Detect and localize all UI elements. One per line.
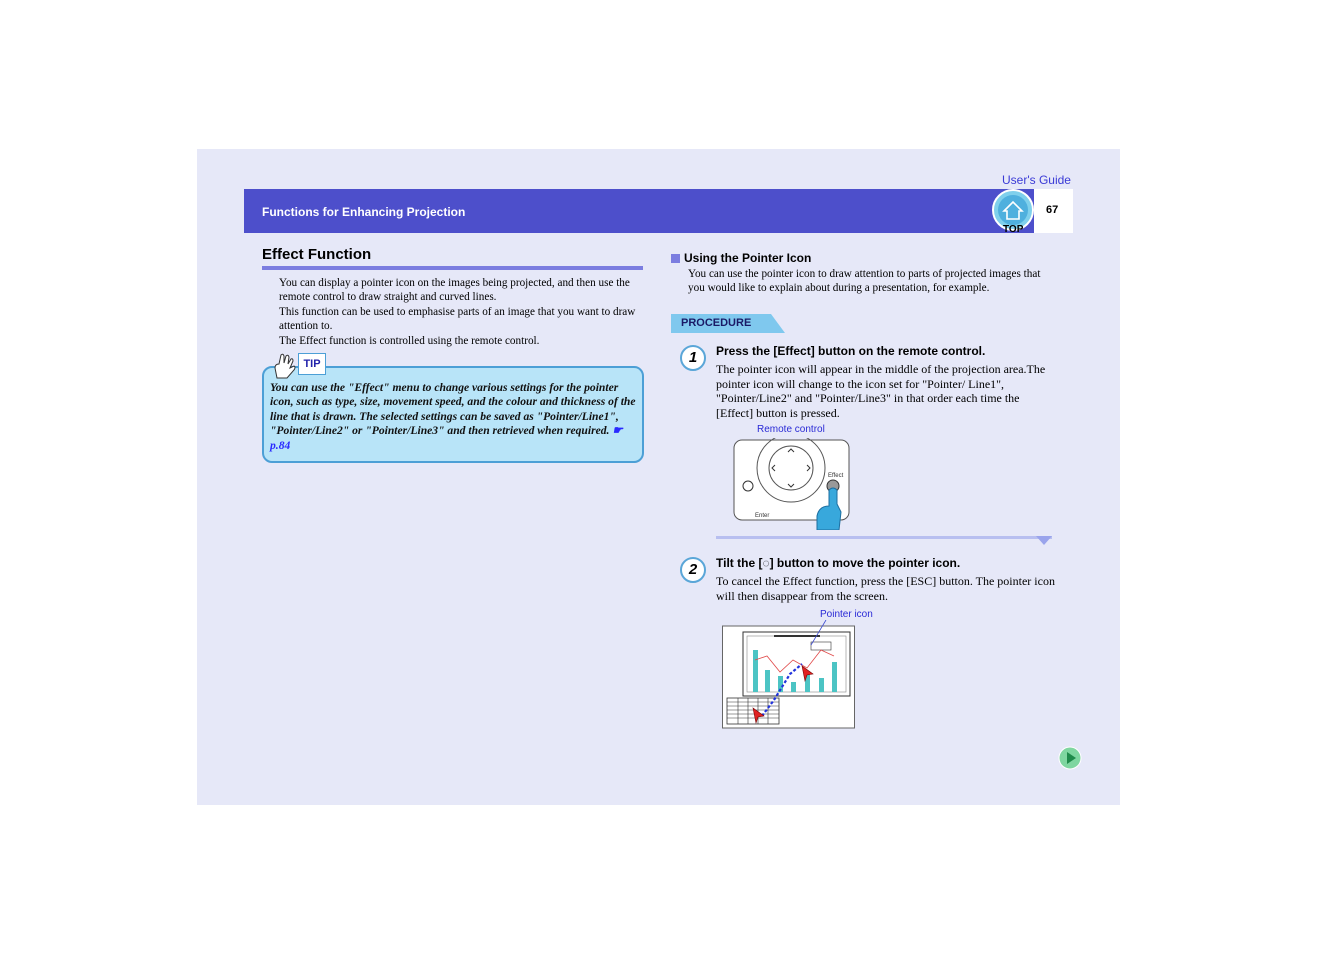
- pointing-hand-icon: [272, 352, 298, 380]
- remote-control-illustration: [733, 438, 853, 530]
- step-text: The pointer icon will appear in the middle of the projection area.The pointer icon will change to the icon set for "Pointer/ Line1", "Pointer/Line2" and "Pointer/Line3" in that order each time the [Effect] button is pressed.: [716, 362, 1046, 420]
- enter-label: Enter: [755, 513, 770, 519]
- step-title: Tilt the [◌] button to move the pointer icon.: [716, 556, 961, 570]
- step-text: To cancel the Effect function, press the [ESC] button. The pointer icon will then disappear from the screen.: [716, 574, 1055, 603]
- next-page-button[interactable]: [1058, 746, 1082, 770]
- intro-paragraph: You can display a pointer icon on the images being projected, and then use the remote control to draw straight and curved lines.: [279, 277, 630, 304]
- tip-label: TIP: [298, 353, 326, 375]
- section-title-rule: [262, 266, 643, 270]
- procedure-label: PROCEDURE: [681, 317, 752, 329]
- step-title: Press the [Effect] button on the remote control.: [716, 344, 986, 358]
- step-number: 2: [680, 557, 706, 583]
- tip-body: You can use the "Effect" menu to change various settings for the pointer icon, such as type, size, movement speed, and the colour and thickness of the line that is drawn. The selected settings can be saved as "Pointer/Line1", "Pointer/Line2" or "Pointer/Line3" and then retrieved when required.: [270, 381, 636, 438]
- tip-text: [270, 381, 638, 453]
- subheading-text: You can use the pointer icon to draw attention to parts of projected images that you would like to explain about during a presentation, for example.: [688, 268, 1041, 295]
- top-label: TOP: [1003, 224, 1024, 235]
- intro-text: [279, 276, 647, 348]
- pointer-icon-illustration: [722, 620, 856, 730]
- chart-bar: [765, 670, 770, 692]
- page-number: 67: [1046, 204, 1059, 216]
- users-guide-link[interactable]: User's Guide: [1002, 173, 1071, 187]
- chart-bar: [819, 678, 824, 692]
- chart-bar: [832, 662, 837, 692]
- page-reference-icon[interactable]: ☛: [612, 424, 623, 438]
- step-divider: [716, 536, 1052, 546]
- chart-bar: [791, 682, 796, 692]
- step-number: 1: [680, 345, 706, 371]
- chart-bar: [753, 650, 758, 692]
- subheading-bullet: [671, 254, 680, 263]
- subheading: Using the Pointer Icon: [684, 251, 812, 265]
- figure-caption: Remote control: [757, 424, 825, 435]
- effect-label: Effect: [828, 473, 844, 479]
- section-title: Effect Function: [262, 246, 372, 263]
- page-reference-link[interactable]: p.84: [270, 438, 291, 452]
- figure-caption: Pointer icon: [820, 609, 873, 620]
- header-section-label: Functions for Enhancing Projection: [262, 205, 466, 219]
- intro-paragraph: The Effect function is controlled using the remote control.: [279, 334, 540, 347]
- intro-paragraph: This function can be used to emphasise parts of an image that you want to draw attention to.: [279, 305, 636, 333]
